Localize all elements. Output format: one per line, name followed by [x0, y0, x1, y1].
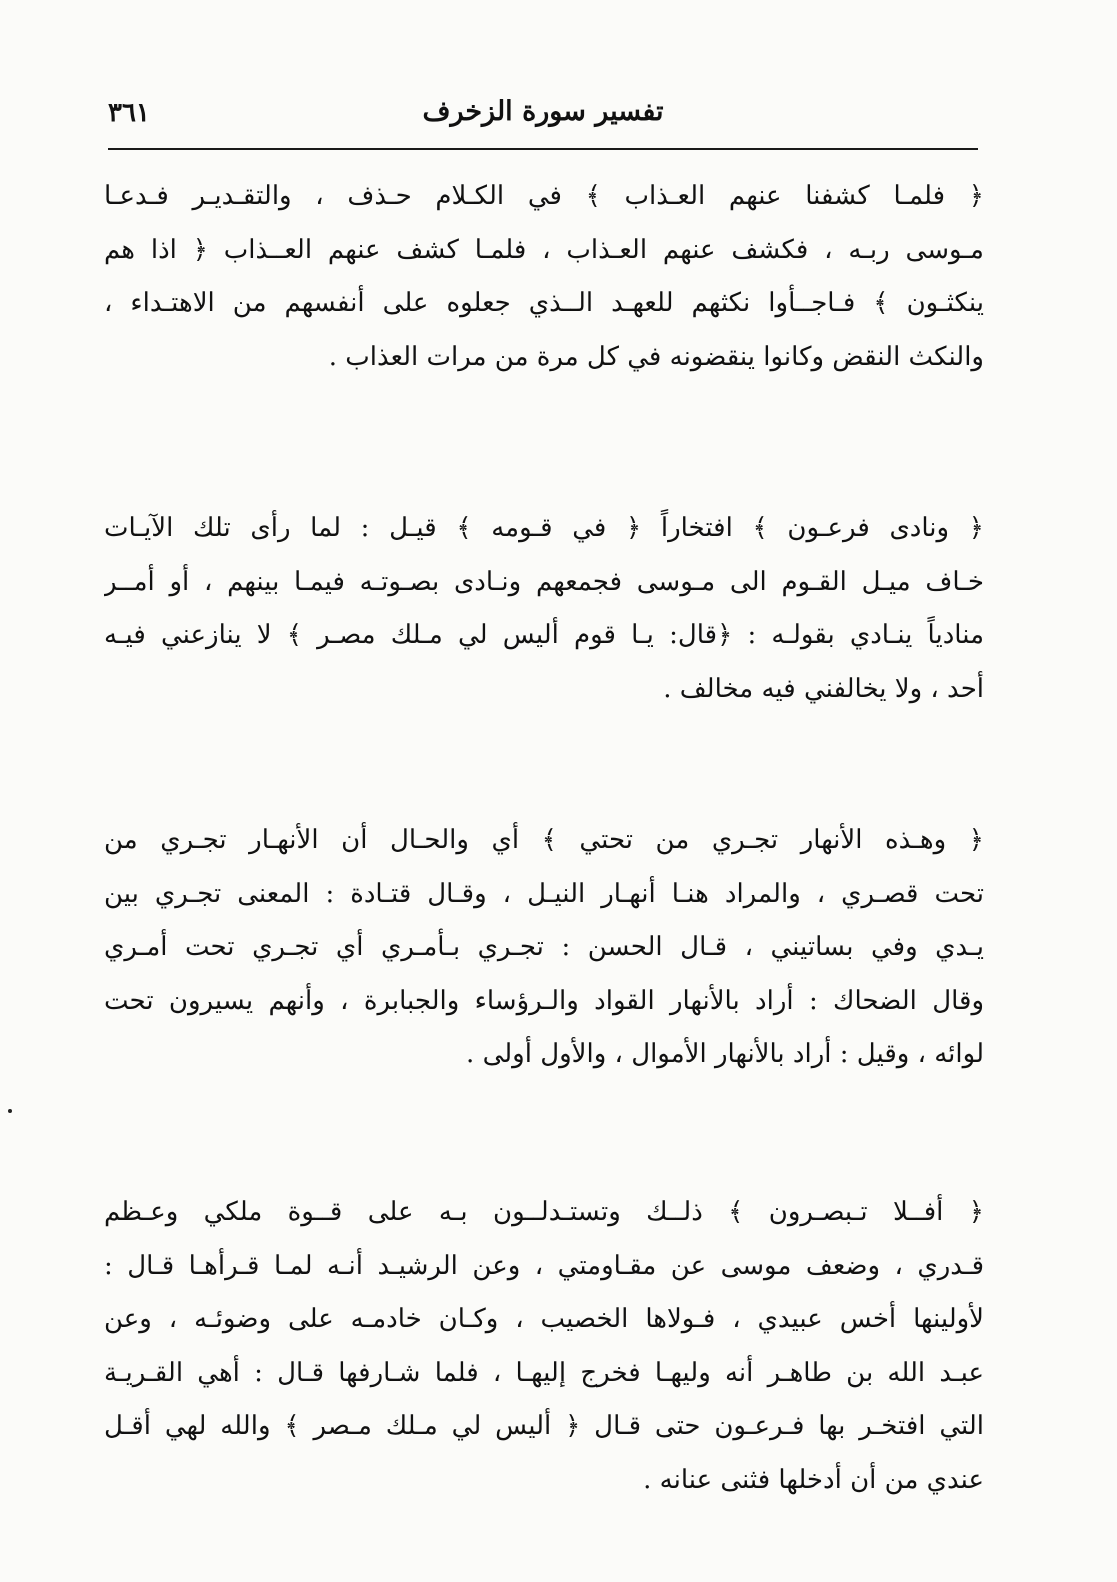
text-line: مـوسى ربـه ، فكشف عنهم العـذاب ، فلمـا كشف عنهم العــذاب ﴿ اذا هم	[104, 234, 984, 265]
text-line: لوائه ، وقيل : أراد بالأنهار الأموال ، والأول أولى .	[466, 1039, 984, 1069]
scan-speck	[8, 1109, 12, 1113]
text-line: يـدي وفي بساتيني ، قـال الحسن : تجـري بـأمـري أي تجـري تحت أمـري	[104, 932, 984, 962]
page-header	[108, 96, 978, 136]
paragraph	[104, 170, 984, 384]
page-number: ٣٦١	[108, 98, 150, 128]
paragraph	[104, 1186, 984, 1507]
text-line: عبـد الله بن طاهـر أنه وليهـا فخرج إليهـا ، فلما شـارفها قـال : أهي القـريـة	[104, 1357, 984, 1388]
text-line: تحت قصـري ، والمراد هنـا أنهـار النيـل ، وقـال قتـادة : المعنى تجـري بين	[104, 878, 984, 909]
text-line: عندي من أن أدخلها فثنى عنانه .	[643, 1464, 984, 1495]
text-line: وقال الضحاك : أراد بالأنهار القواد والـرؤساء والجبابرة ، وأنهم يسيرون تحت	[104, 985, 984, 1016]
text-line: أحد ، ولا يخالفني فيه مخالف .	[663, 673, 984, 704]
paragraph	[104, 502, 984, 716]
text-line: التي افتخـر بها فـرعـون حتى قـال ﴿ أليس لي مـلك مـصر ﴾ والله لهي أقـل	[104, 1411, 984, 1441]
text-line: لأولينها أخس عبيدي ، فـولاها الخصيب ، وكـان خادمـه على وضوئـه ، وعن	[104, 1304, 984, 1334]
header-divider	[108, 148, 978, 150]
running-title: تفسير سورة الزخرف	[422, 96, 664, 127]
text-line: ﴿ فلمـا كشفنا عنهم العـذاب ﴾ في الكـلام حـذف ، والتقـديـر فـدعـا	[104, 181, 984, 211]
text-line: ﴿ ونادى فرعـون ﴾ افتخاراً ﴿ في قـومه ﴾ قيـل : لما رأى تلك الآيـات	[104, 513, 984, 543]
text-line: قـدري ، وضعف موسى عن مقـاومتي ، وعن الرشيـد أنـه لمـا قـرأهـا قـال :	[104, 1250, 984, 1281]
text-line: ﴿ وهـذه الأنهار تجـري من تحتي ﴾ أي والحـال أن الأنهـار تجـري من	[104, 825, 984, 855]
paragraph	[104, 814, 984, 1082]
text-line: ينكثـون ﴾ فـاجــأوا نكثهم للعهـد الــذي جعلوه على أنفسهم من الاهتـداء ،	[104, 288, 984, 318]
text-line: خـاف ميـل القـوم الى مـوسى فجمعهم ونـادى بصـوتـه فيمـا بينهم ، أو أمــر	[104, 566, 984, 597]
text-line: منادياً ينـادي بقولـه : ﴿قال: يـا قوم أليس لي مـلك مصـر ﴾ لا ينازعني فيـه	[104, 620, 984, 650]
text-line: والنكث النقض وكانوا ينقضونه في كل مرة من مرات العذاب .	[328, 341, 984, 372]
text-line: ﴿ أفــلا تـبصـرون ﴾ ذلــك وتستـدلــون بـه على قــوة ملكي وعـظم	[104, 1197, 984, 1227]
